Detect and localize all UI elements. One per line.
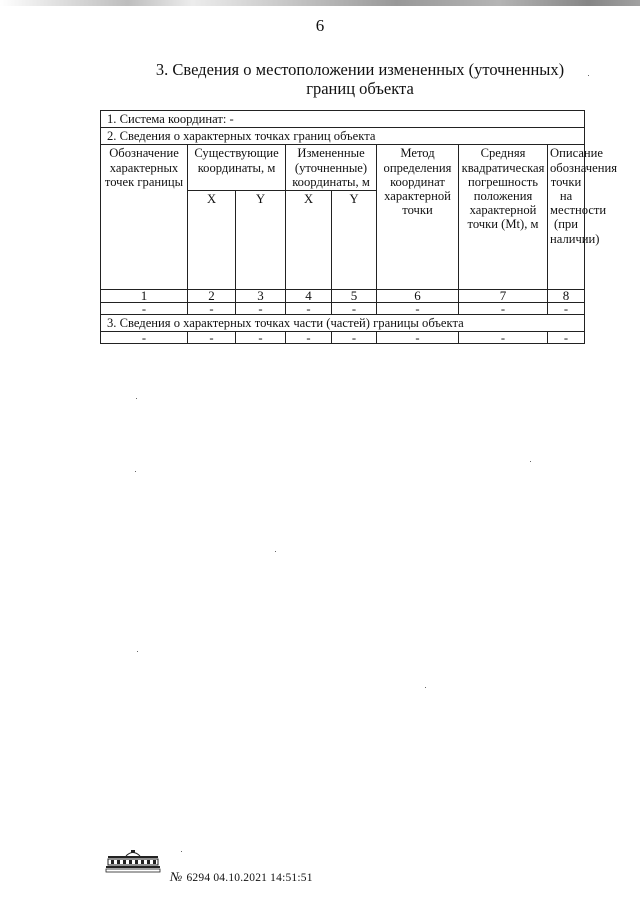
header-mean-square-error: Средняя квадратическая погрешность положения характерной точки (Mt), м [459,145,548,290]
registration-number-date: 6294 04.10.2021 14:51:51 [186,872,313,884]
table-cell: - [332,303,377,315]
header-point-designation: Обозначение характерных точек границы [101,145,188,290]
page-number: 6 [315,16,325,35]
scan-speck [530,461,531,462]
column-numbers-row [101,290,585,303]
table-cell: - [188,332,236,344]
table-cell: - [548,303,585,315]
column-number: 6 [377,290,459,303]
table-row [101,332,585,344]
header-existing-y: Y [236,191,286,290]
table-cell: - [548,332,585,344]
scan-top-edge [0,0,640,6]
registration-stamp [170,869,313,885]
section-title-line-1: 3. Сведения о местоположении измененных (уточненных) [155,60,565,79]
section-title-line-2: границ объекта [306,79,414,98]
table-cell: - [286,332,332,344]
column-number: 2 [188,290,236,303]
header-changed-y: Y [332,191,377,290]
table-cell: - [101,303,188,315]
header-method: Метод определения координат характерной точки [377,145,459,290]
header-changed-x: X [286,191,332,290]
table-cell: - [286,303,332,315]
table-cell: - [377,332,459,344]
scan-speck [136,398,137,399]
table-cell: - [236,303,286,315]
scan-speck [181,851,182,852]
table-cell: - [459,303,548,315]
table-cell: - [236,332,286,344]
column-number: 5 [332,290,377,303]
table-cell: - [377,303,459,315]
section-2-heading: 2. Сведения о характерных точках границ объекта [101,128,585,145]
section-3-heading: 3. Сведения о характерных точках части (частей) границы объекта [101,315,585,332]
column-number: 3 [236,290,286,303]
coordinate-system-row: 1. Система координат: - [101,111,585,128]
boundary-points-table [100,110,617,345]
table-cell: - [101,332,188,344]
header-existing-x: X [188,191,236,290]
table-row [101,303,585,315]
scan-speck [275,551,276,552]
column-number: 4 [286,290,332,303]
building-emblem-icon [104,848,162,874]
column-number: 7 [459,290,548,303]
header-point-description: Описание обозначения точки на местности (при наличии) [548,145,585,290]
column-number: 1 [101,290,188,303]
scan-speck [588,75,589,76]
scan-speck [425,687,426,688]
table-cell: - [188,303,236,315]
number-sign: № [170,869,183,884]
scan-speck [137,651,138,652]
header-changed-coordinates: Измененные (уточненные) координаты, м [286,145,377,191]
table-cell: - [332,332,377,344]
scan-speck [135,471,136,472]
column-number: 8 [548,290,585,303]
section-title [100,60,620,98]
table-cell: - [459,332,548,344]
header-existing-coordinates: Существующие координаты, м [188,145,286,191]
